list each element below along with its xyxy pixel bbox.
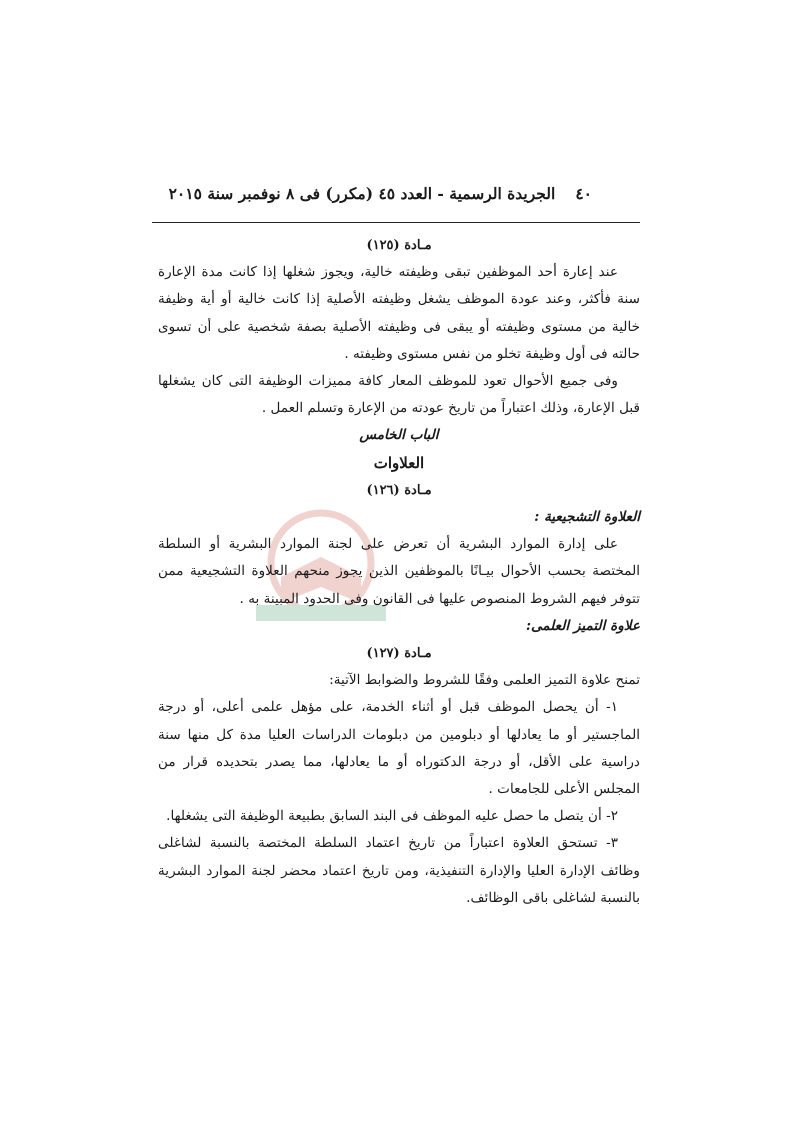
article-126-heading: مـادة (١٢٦) bbox=[366, 482, 432, 498]
article-126-subheading: العلاوة التشجيعية : bbox=[534, 509, 640, 526]
page-number: ٤٠ bbox=[575, 184, 592, 203]
header-rule bbox=[152, 222, 640, 223]
article-125-paragraph-2: وفى جميع الأحوال تعود للموظف المعار كافة مميزات الوظيفة التى كان يشغلها قبل الإعارة، وذلك اعتباراً من تاريخ عودته من الإعارة وتسلم العمل . bbox=[158, 373, 640, 417]
article-125-paragraph-1: عند إعارة أحد الموظفين تبقى وظيفته خالية، ويجوز شغلها إذا كانت مدة الإعارة سنة فأكثر، وعند عودة الموظف يشغل وظيفته الأصلية إذا كانت خالية أو أية وظيفة خالية من مستوى وظيفته أو يبقى فى وظيفته الأصلية بصفة شخصية على أن تسوى حالته فى أول وظيفة تخلو من نفس مستوى وظيفته . bbox=[158, 264, 640, 362]
gazette-title: الجريدة الرسمية - العدد ٤٥ (مكرر) فى ٨ نوفمبر سنة ٢٠١٥ bbox=[168, 184, 556, 203]
article-127-intro: تمنح علاوة التميز العلمى وفقًا للشروط والضوابط الآتية: bbox=[329, 672, 640, 689]
article-125-heading: مـادة (١٢٥) bbox=[366, 238, 432, 253]
article-127-item-3: ٣- تستحق العلاوة اعتباراً من تاريخ اعتماد السلطة المختصة بالنسبة لشاغلى وظائف الإدارة العليا والإدارة التنفيذية، ومن تاريخ اعتماد محضر لجنة الموارد البشرية بالنسبة لشاغلى باقى الوظائف. bbox=[158, 835, 640, 906]
article-126-paragraph: على إدارة الموارد البشرية أن تعرض على لجنة الموارد البشرية أو السلطة المختصة بحسب الأحوال بيـانًا بالموظفين الذين يجوز منحهم العلاوة التشجيعية ممن تتوفر فيهم الشروط المنصوص عليها فى القانون وفى الحدود المبينة به . bbox=[158, 536, 640, 607]
document-body bbox=[158, 232, 640, 912]
article-127-item-1: ١- أن يحصل الموظف قبل أو أثناء الخدمة، على مؤهل علمى أعلى، أو درجة الماجستير أو ما يعادلها أو دبلومين من دبلومات الدراسات العليا مدة كل منها سنة دراسية على الأقل، أو درجة الدكتوراه أو ما يعادلها، مما يصدر بتحديده قرار من المجلس الأعلى للجامعات . bbox=[158, 699, 640, 798]
page-header bbox=[168, 184, 592, 212]
section-title: علاوة التميز العلمى: bbox=[525, 617, 640, 634]
chapter-title: العلاوات bbox=[373, 453, 425, 472]
chapter-label: الباب الخامس bbox=[359, 427, 439, 444]
article-127-item-2: ٢- أن يتصل ما حصل عليه الموظف فى البند السابق بطبيعة الوظيفة التى يشغلها. bbox=[166, 808, 618, 825]
article-127-heading: مـادة (١٢٧) bbox=[366, 646, 432, 662]
